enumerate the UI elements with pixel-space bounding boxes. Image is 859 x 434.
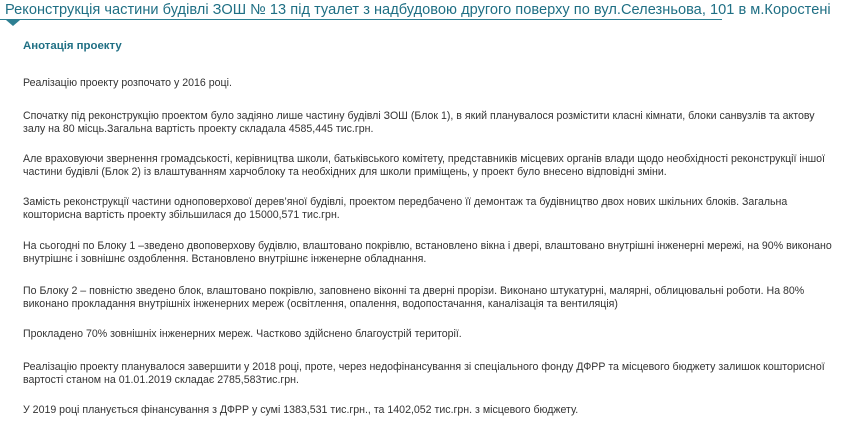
project-title-bar — [0, 0, 859, 24]
project-title-link[interactable]: Реконструкція частини будівлі ЗОШ № 13 під туалет з надбудовою другого поверху по вул.Селезньова, 101 в м.Коростені — [5, 2, 831, 18]
annotation-paragraph: Але враховуючи звернення громадськості, керівництва школи, батьківського комітету, представників місцевих органів влади щодо необхідності реконструкції іншої частини будівлі (Блок 2) із влаштуванням харчоблоку та необхідних для школи приміщень, у проект було внесено відповідні зміни. — [23, 153, 825, 178]
annotation-paragraph: Прокладено 70% зовнішніх інженерних мереж. Частково здійснено благоустрій території. — [23, 328, 462, 340]
annotation-paragraph: У 2019 році планується фінансування з ДФРР у сумі 1383,531 тис.грн., та 1402,052 тис.грн. з місцевого бюджету. — [23, 404, 579, 416]
annotation-paragraph: Замість реконструкції частини одноповерхової дерев’яної будівлі, проектом передбачено її демонтаж та будівництво двох нових шкільних блоків. Загальна кошторисна вартість проекту збільшилася до 15000,571 тис.грн. — [23, 196, 788, 221]
title-underline — [0, 19, 722, 20]
caret-down-icon — [6, 20, 20, 26]
annotation-heading: Анотація проекту — [23, 40, 122, 52]
annotation-paragraph: Реалізацію проекту розпочато у 2016 році. — [23, 77, 232, 89]
annotation-paragraph: По Блоку 2 – повністю зведено блок, влаштовано покрівлю, заповнено віконні та дверні прорізи. Виконано штукатурні, малярні, облицювальні роботи. На 80% виконано прокладання внутрішніх інженерних мереж (освітлення, опалення, водопостачання, каналізація та вентиляція) — [23, 285, 805, 310]
annotation-paragraph: На сьогодні по Блоку 1 –зведено двоповерхову будівлю, влаштовано покрівлю, встановлено вікна і двері, влаштовано внутрішні інженерні мережі, на 90% виконано внутрішнє і зовнішнє оздоблення. Встановлено внутрішнє інженерне обладнання. — [23, 240, 832, 265]
annotation-paragraph: Реалізацію проекту планувалося завершити у 2018 році, проте, через недофінансування зі спеціального фонду ДФРР та місцевого бюджету залишок кошторисної вартості станом на 01.01.2019 складає 2785,583тис.грн. — [23, 361, 825, 386]
annotation-paragraph: Спочатку під реконструкцію проектом було задіяно лише частину будівлі ЗОШ (Блок 1), в який планувалося розмістити класні кімнати, блоки санвузлів та актову залу на 80 місць.Загальна вартість проекту складала 4585,445 тис.грн. — [23, 110, 815, 135]
